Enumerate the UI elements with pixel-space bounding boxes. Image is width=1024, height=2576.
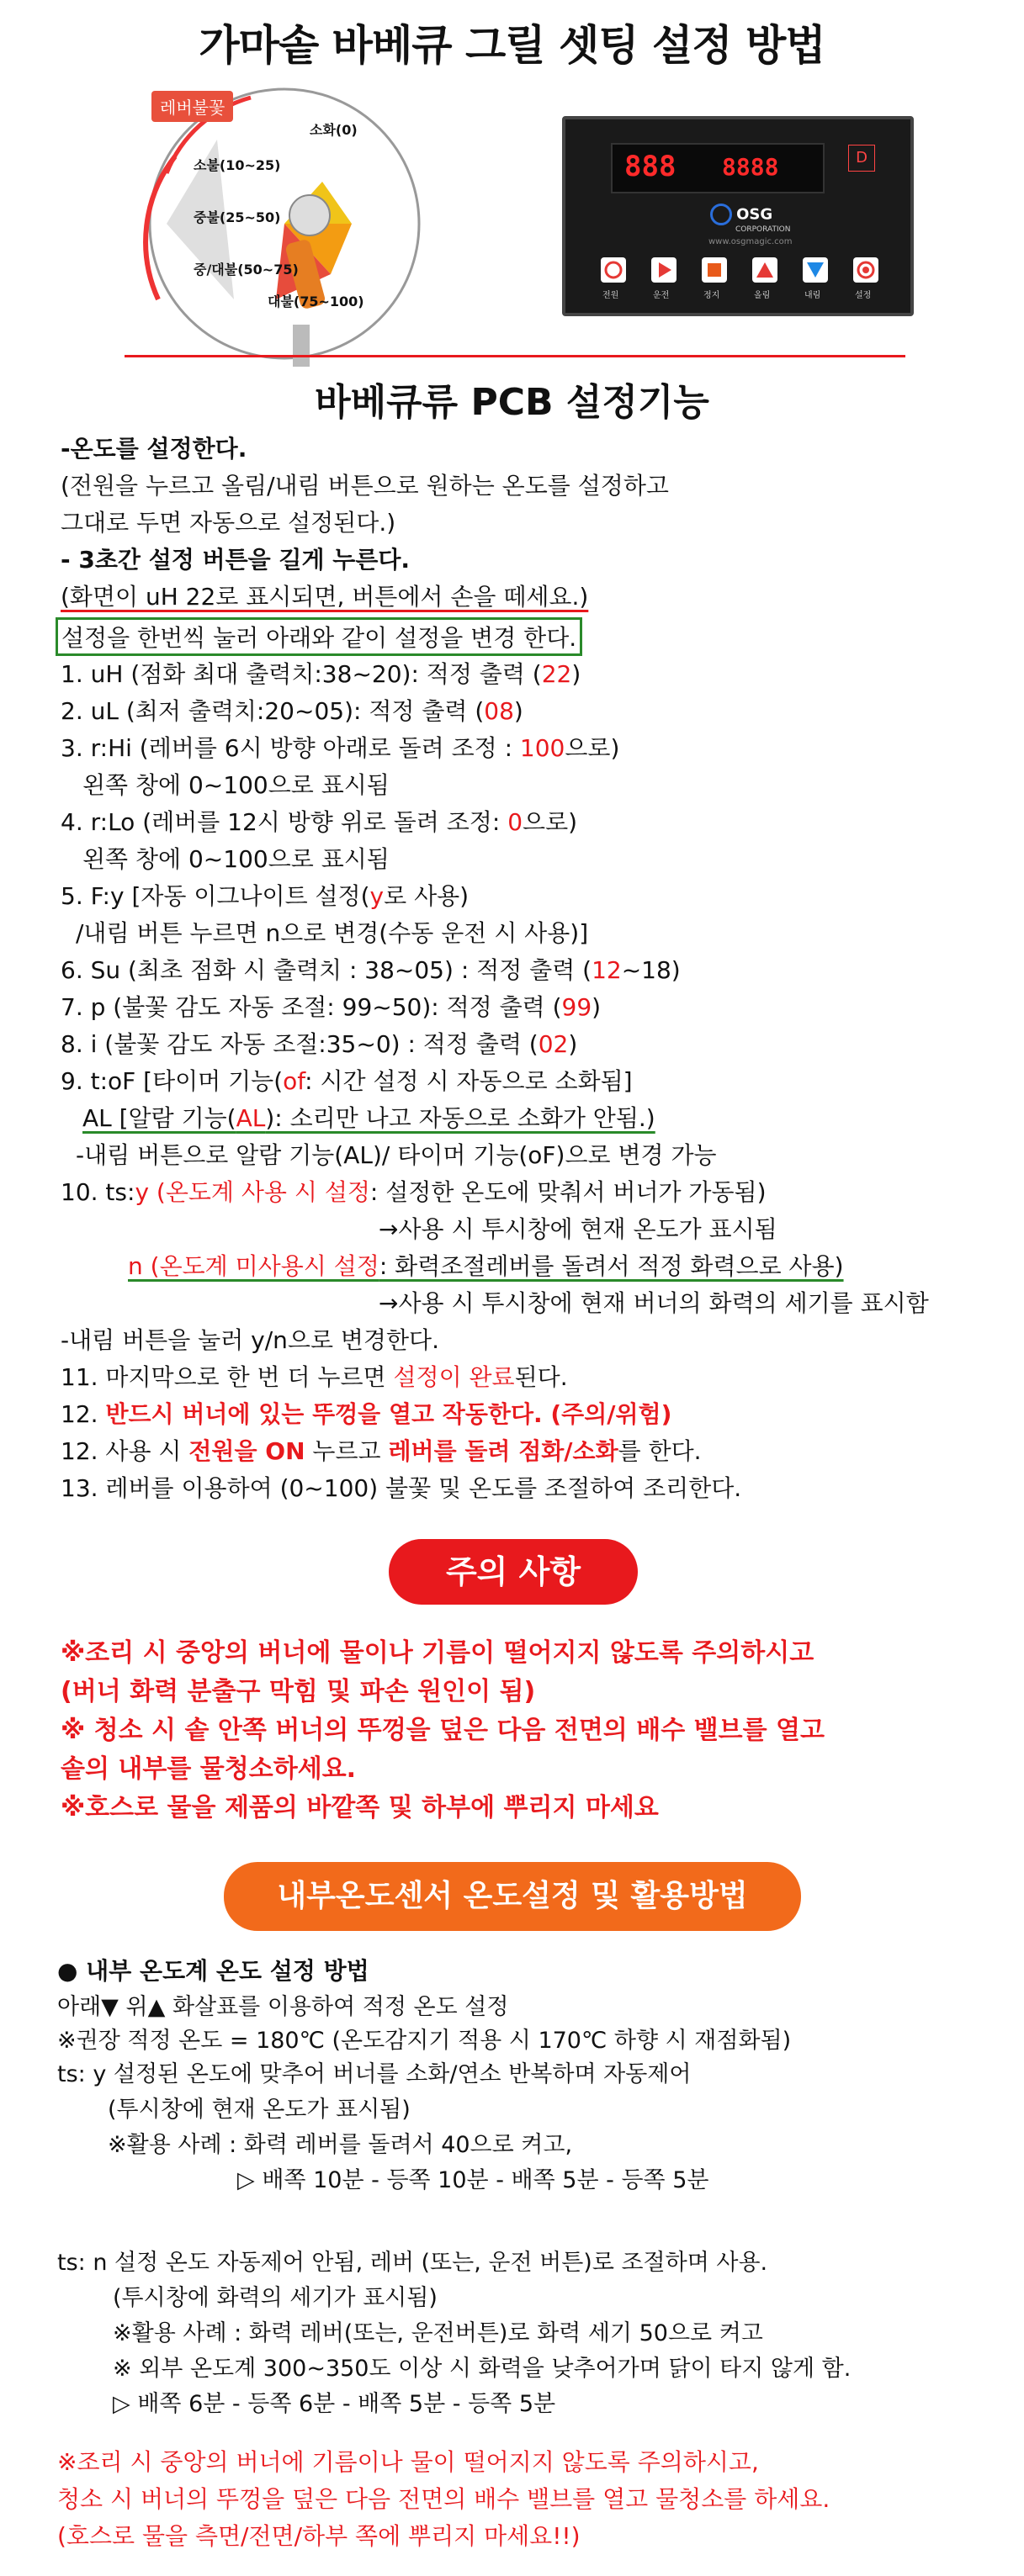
s1-line1: -온도를 설정한다. [61,435,247,463]
t: 누르고 [305,1437,389,1465]
item-10-toggle: -내림 버튼을 눌러 y/n으로 변경한다. [61,1326,439,1354]
run-label: 운전 [653,291,670,300]
t: ) [571,660,581,688]
t: AL [236,1104,266,1132]
power-button[interactable] [601,257,626,283]
caution-pill: 주의 사항 [389,1539,638,1605]
t: ) [513,697,523,725]
item-3-note: 왼쪽 창에 0~100으로 표시됨 [82,771,390,799]
t: : 시간 설정 시 자동으로 소화됨] [305,1067,633,1095]
caution-2: (버너 화력 분출구 막힘 및 파손 원인이 됨) [61,1677,536,1706]
t: 로 사용) [384,882,470,910]
t: ~18) [621,956,681,984]
brand-name: OSG [736,205,773,224]
power-label: 전원 [602,291,619,300]
display-right: 8888 [722,153,779,181]
t: 12. 사용 시 [61,1437,189,1465]
t: 7. p (불꽃 감도 자동 조절: 99~50): 적정 출력 ( [61,993,562,1021]
t: 으로) [565,734,620,762]
t: 전원을 ON [188,1437,305,1465]
t: 08 [484,697,514,725]
item-11 [61,1359,568,1393]
sensor-s5: ※활용 사례 : 화력 레버를 돌려서 40으로 켜고, [108,2132,573,2158]
up-button[interactable] [752,257,777,283]
triangle-up-icon [752,257,777,283]
brand-url: www.osgmagic.com [708,237,793,246]
item-10-y-note: →사용 시 투시창에 현재 온도가 표시됨 [379,1215,777,1243]
dial-label-high: 대불(75~100) [268,294,364,309]
item-9-note: -내림 버튼으로 알람 기능(AL)/ 타이머 기능(oF)으로 변경 가능 [76,1141,717,1169]
pcb-title: 바베큐류 PCB 설정기능 [315,381,709,424]
page-title: 가마솥 바베큐 그릴 셋팅 설정 방법 [199,21,825,70]
sensor-s2: ※권장 적정 온도 = 180℃ (온도감지기 적용 시 170℃ 하향 시 재점화됨) [57,2028,792,2054]
display-left: 888 [624,150,676,183]
t: 02 [538,1030,569,1058]
sensor-s1: 아래▼ 위▲ 화살표를 이용하여 적정 온도 설정 [57,1994,509,2020]
t: 9. t:oF [타이머 기능( [61,1067,284,1095]
set-label: 설정 [855,291,872,300]
sensor-s11: ▷ 배쪽 6분 - 등쪽 6분 - 배쪽 5분 - 등쪽 5분 [113,2391,556,2417]
t: 22 [541,660,572,688]
t: 0 [507,808,523,836]
item-9 [61,1063,633,1097]
t: 10. ts: [61,1178,135,1206]
t: 레버를 돌려 점화/소화 [388,1437,618,1465]
sensor-warn-1: ※조리 시 중앙의 버너에 기름이나 물이 떨어지지 않도록 주의하시고, [57,2448,759,2476]
t: 설정이 완료 [393,1363,515,1391]
lever-flame-badge: 레버불꽃 [151,91,233,122]
sensor-s6: ▷ 배쪽 10분 - 등쪽 10분 - 배쪽 5분 - 등쪽 5분 [237,2167,709,2193]
item-5-note: /내림 버튼 누르면 n으로 변경(수동 운전 시 사용)] [76,919,589,947]
item-6 [61,952,681,986]
item-5 [61,878,469,912]
t: 2. uL (최저 출력치:20~05): 적정 출력 ( [61,697,485,725]
item-9-alarm [82,1100,655,1134]
caution-5: ※호스로 물을 제품의 바깥쪽 및 하부에 뿌리지 마세요 [61,1793,659,1822]
down-button[interactable] [803,257,828,283]
t: y (온도계 사용 시 설정 [135,1178,370,1206]
item-10-n [128,1248,844,1282]
item-10-n-note: →사용 시 투시창에 현재 버너의 화력의 세기를 표시함 [379,1289,929,1317]
stop-button[interactable] [702,257,727,283]
item-3 [61,730,619,764]
caution-3: ※ 청소 시 솥 안쪽 버너의 뚜껑을 덮은 다음 전면의 배수 밸브를 열고 [61,1716,825,1745]
t: : 화력조절레버를 돌려서 적정 화력으로 사용) [379,1252,844,1280]
t: 를 한다. [618,1437,702,1465]
t: 8. i (불꽃 감도 자동 조절:35~0) : 적정 출력 ( [61,1030,539,1058]
s1-line6: 설정을 한번씩 눌러 아래와 같이 설정을 변경 한다. [56,617,582,656]
sensor-s7: ts: n 설정 온도 자동제어 안됨, 레버 (또는, 운전 버튼)로 조절하며 사용. [57,2250,768,2276]
t: 3. r:Hi (레버를 6시 방향 아래로 돌려 조정 : [61,734,520,762]
dial-label-mid: 중불(25~50) [194,209,281,225]
t: 11. 마지막으로 한 번 더 누르면 [61,1363,394,1391]
target-icon [853,257,878,283]
stop-label: 정지 [703,291,720,300]
control-panel [562,116,914,316]
item-4-note: 왼쪽 창에 0~100으로 표시됨 [82,845,390,873]
s1-line4: - 3초간 설정 버튼을 길게 누른다. [61,546,411,574]
t: 반드시 버너에 있는 뚜껑을 열고 작동한다. (주의/위험) [105,1400,672,1428]
t: 100 [519,734,565,762]
t: 99 [561,993,592,1021]
sensor-warn-3: (호스로 물을 측면/전면/하부 쪽에 뿌리지 마세요!!) [57,2522,581,2550]
item-8 [61,1026,577,1060]
item-2 [61,693,523,727]
divider [125,355,905,357]
t: n (온도계 미사용시 설정 [128,1252,379,1280]
play-icon [651,257,676,283]
triangle-down-icon [803,257,828,283]
t: ) [592,993,602,1021]
item-12-warning [61,1396,671,1430]
item-7 [61,989,601,1023]
t: 4. r:Lo (레버를 12시 방향 위로 돌려 조정: [61,808,508,836]
t: 6. Su (최초 점화 시 출력치 : 38~05) : 적정 출력 ( [61,956,592,984]
t: 1. uH (점화 최대 출력치:38~20): 적정 출력 ( [61,660,542,688]
sensor-warn-2: 청소 시 버너의 뚜껑을 덮은 다음 전면의 배수 밸브를 열고 물청소를 하세요. [57,2485,830,2513]
t: : 설정한 온도에 맞춰서 버너가 가동됨) [369,1178,767,1206]
set-button[interactable] [853,257,878,283]
sensor-s3: ts: y 설정된 온도에 맞추어 버너를 소화/연소 반복하며 자동제어 [57,2061,692,2087]
osg-logo [710,204,790,234]
lever-dial-illustration [141,81,427,367]
item-10 [61,1174,767,1208]
stop-icon [702,257,727,283]
s1-line3: 그대로 두면 자동으로 설정된다.) [61,509,396,537]
logo-icon [710,204,732,225]
brand-sub: CORPORATION [735,225,791,234]
item-1 [61,656,581,690]
dial-graphic [141,81,427,367]
caution-4: 솥의 내부를 물청소하세요. [61,1754,357,1784]
dial-label-low: 소불(10~25) [194,157,281,173]
up-label: 올림 [754,291,771,300]
t: AL [알람 기능( [82,1104,236,1132]
sensor-pill: 내부온도센서 온도설정 및 활용방법 [224,1862,801,1931]
display-indicator: D [848,145,875,172]
t: ): 소리만 나고 자동으로 소화가 안됨.) [265,1104,655,1132]
dial-label-off: 소화(0) [310,122,358,138]
caution-1: ※조리 시 중앙의 버너에 물이나 기름이 떨어지지 않도록 주의하시고 [61,1638,814,1668]
sensor-s10: ※ 외부 온도계 300~350도 이상 시 화력을 낮추어가며 닭이 타지 않게 함. [113,2356,852,2382]
run-button[interactable] [651,257,676,283]
panel-buttons [601,257,887,308]
sensor-heading: ● 내부 온도계 온도 설정 방법 [57,1957,369,1985]
t: 된다. [514,1363,568,1391]
item-13: 13. 레버를 이용하여 (0~100) 불꽃 및 온도를 조절하여 조리한다. [61,1474,742,1502]
power-icon [601,257,626,283]
t: 으로) [523,808,578,836]
s1-line2: (전원을 누르고 올림/내림 버튼으로 원하는 온도를 설정하고 [61,472,669,500]
t: 12. [61,1400,106,1428]
t: 5. F:y [자동 이그나이트 설정( [61,882,370,910]
item-4 [61,804,577,838]
item-12-use [61,1433,702,1467]
t: y [369,882,385,910]
sensor-s4: (투시창에 현재 온도가 표시됨) [108,2097,411,2123]
sensor-s8: (투시창에 화력의 세기가 표시됨) [113,2285,438,2311]
s1-line5: (화면이 uH 22로 표시되면, 버튼에서 손을 떼세요.) [61,583,589,611]
t: ) [568,1030,578,1058]
down-label: 내림 [804,291,821,300]
dial-label-midhigh: 중/대불(50~75) [194,262,299,278]
sensor-s9: ※활용 사례 : 화력 레버(또는, 운전버튼)로 화력 세기 50으로 켜고 [113,2320,763,2346]
t: 12 [592,956,622,984]
display-window [611,143,825,193]
t: of [283,1067,305,1095]
